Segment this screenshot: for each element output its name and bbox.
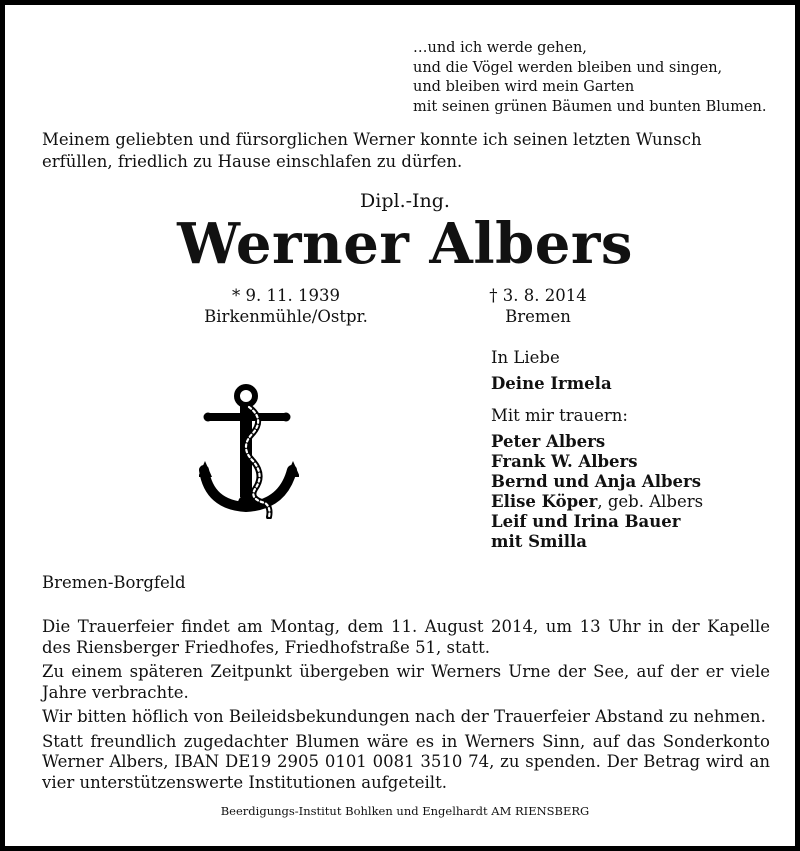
academic-title: Dipl.-Ing.	[360, 190, 450, 212]
intro-text: Meinem geliebten und fürsorglichen Werner konnte ich seinen letzten Wunsch erfüllen, friedlich zu Hause einschlafen zu dürfen.	[42, 130, 702, 171]
undertaker-credit: Beerdigungs-Institut Bohlken und Engelhardt AM RIENSBERG	[220, 804, 590, 818]
mourner-entry: mit Smilla	[491, 532, 587, 551]
funeral-notice	[42, 617, 770, 797]
death-info	[483, 285, 593, 327]
grieving-with-label: Mit mir trauern:	[491, 406, 628, 425]
notice-paragraph: Die Trauerfeier findet am Montag, dem 11. August 2014, um 13 Uhr in der Kapelle des Riensberger Friedhofes, Friedhofstraße 51, statt.	[42, 617, 770, 657]
mourner-entry: Leif und Irina Bauer	[491, 512, 681, 531]
notice-paragraph: Wir bitten höflich von Beileidsbekundungen nach der Trauerfeier Abstand zu nehmen.	[42, 707, 766, 726]
death-place: Bremen	[505, 307, 571, 326]
spouse-name: Deine Irmela	[491, 374, 612, 393]
poem-line: mit seinen grünen Bäumen und bunten Blumen.	[413, 98, 767, 115]
birth-date: * 9. 11. 1939	[232, 286, 340, 305]
notice-paragraph: Statt freundlich zugedachter Blumen wäre es in Werners Sinn, auf das Sonderkonto Werner Albers, IBAN DE19 2905 0101 0081 3510 74, zu spenden. Der Betrag wird an vier unterstützenswerte Institutionen aufgeteilt.	[42, 731, 770, 792]
mourners	[491, 348, 791, 552]
deceased-name: Werner Albers	[177, 211, 633, 277]
poem-line: …und ich werde gehen,	[413, 40, 587, 56]
birth-place: Birkenmühle/Ostpr.	[204, 307, 368, 326]
poem-line: und die Vögel werden bleiben und singen,	[413, 59, 723, 76]
place-of-residence: Bremen-Borgfeld	[42, 573, 186, 592]
poem	[413, 39, 785, 117]
in-love-label: In Liebe	[491, 348, 560, 367]
death-date: † 3. 8. 2014	[489, 286, 587, 305]
poem-line: und bleiben wird mein Garten	[413, 79, 635, 95]
mourner-entry: Bernd und Anja Albers	[491, 472, 701, 491]
mourner-entry: Elise Köper, geb. Albers	[491, 492, 704, 511]
anchor-icon	[199, 383, 299, 519]
birth-info	[201, 285, 371, 327]
mourner-entry: Frank W. Albers	[491, 452, 638, 471]
notice-paragraph: Zu einem späteren Zeitpunkt übergeben wir Werners Urne der See, auf der er viele Jahre verbrachte.	[42, 662, 770, 702]
mourner-entry: Peter Albers	[491, 432, 606, 451]
